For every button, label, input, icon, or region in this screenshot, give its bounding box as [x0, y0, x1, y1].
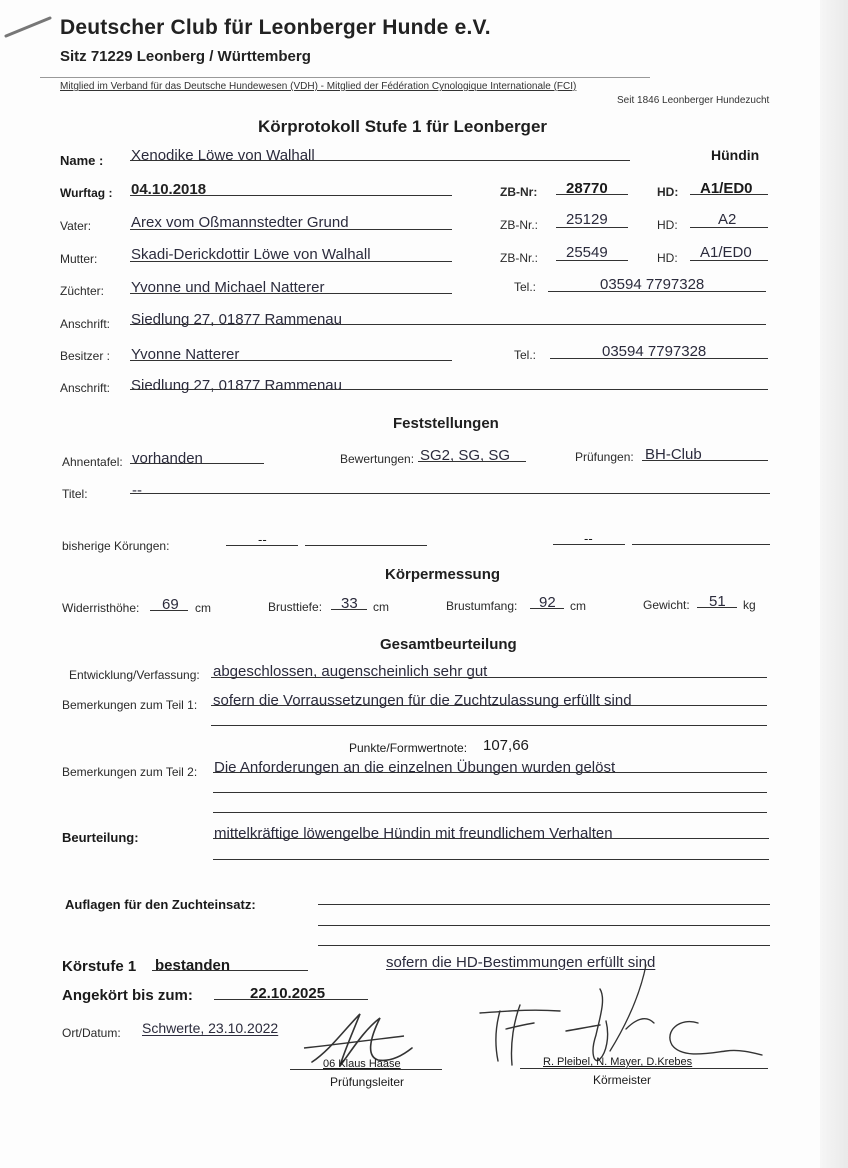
- points-value: 107,66: [483, 737, 529, 754]
- hd-line: [690, 194, 768, 195]
- since-line: Seit 1846 Leonberger Hundezucht: [617, 95, 770, 106]
- remarks2-line-3: [213, 812, 767, 813]
- pen-stroke-mark: [4, 14, 54, 40]
- weight-line: [697, 607, 737, 608]
- prev-label: bisherige Körungen:: [62, 539, 170, 553]
- mother-hd: A1/ED0: [700, 244, 752, 261]
- owner-addr-line: [130, 389, 768, 390]
- mother-name: Skadi-Derickdottir Löwe von Walhall: [131, 246, 371, 263]
- name-label: Name :: [60, 153, 104, 168]
- mother-hd-label: HD:: [657, 251, 678, 265]
- father-line: [130, 229, 452, 230]
- withers-unit: cm: [195, 601, 211, 615]
- place-label: Ort/Datum:: [62, 1026, 121, 1040]
- name-line: [130, 160, 630, 161]
- chest-depth-line: [331, 609, 367, 610]
- hd-value: A1/ED0: [700, 180, 753, 197]
- conditions-line-1: [318, 904, 770, 905]
- remarks2-label: Bemerkungen zum Teil 2:: [62, 765, 198, 779]
- mother-label: Mutter:: [60, 252, 98, 266]
- birth-label: Wurftag :: [60, 186, 113, 200]
- father-name: Arex vom Oßmannstedter Grund: [131, 214, 349, 231]
- chest-girth-value: 92: [539, 594, 556, 611]
- chest-girth-label: Brustumfang:: [446, 599, 518, 613]
- breeder-name: Yvonne und Michael Natterer: [131, 279, 325, 296]
- zb-label: ZB-Nr:: [500, 185, 538, 199]
- membership-line: Mitglied im Verband für das Deutsche Hundewesen (VDH) - Mitglied der Fédération Cynologique Internationale (FCI): [60, 81, 577, 92]
- titles-label: Titel:: [62, 487, 88, 501]
- zb-number: 28770: [566, 180, 608, 197]
- evaluation-line-2: [213, 859, 769, 860]
- owner-addr: Siedlung 27, 01877 Rammenau: [131, 377, 342, 394]
- breeder-line: [130, 293, 452, 294]
- remarks1-value: sofern die Vorraussetzungen für die Zuchtzulassung erfüllt sind: [213, 692, 632, 709]
- breeder-tel-line: [548, 291, 766, 292]
- development-line: [211, 677, 767, 678]
- exams-value: BH-Club: [645, 446, 702, 463]
- pedigree-value: vorhanden: [132, 450, 203, 467]
- titles-line: [130, 493, 770, 494]
- judge-role: Prüfungsleiter: [330, 1075, 405, 1089]
- ratings-line: [418, 461, 526, 462]
- masters-role: Körmeister: [593, 1073, 652, 1087]
- weight-label: Gewicht:: [643, 598, 690, 612]
- level-line: [152, 970, 308, 971]
- prev-line-2: [305, 545, 427, 546]
- remarks1-line-2: [211, 725, 767, 726]
- development-value: abgeschlossen, augenscheinlich sehr gut: [213, 663, 488, 680]
- masters-line: [520, 1068, 768, 1069]
- owner-addr-label: Anschrift:: [60, 381, 111, 395]
- father-hd-label: HD:: [657, 218, 678, 232]
- findings-heading: Feststellungen: [393, 415, 499, 432]
- remarks1-label: Bemerkungen zum Teil 1:: [62, 698, 198, 712]
- mother-zb-line: [556, 260, 628, 261]
- prev-line-1: [226, 545, 298, 546]
- owner-tel-line: [550, 358, 768, 359]
- chest-girth-unit: cm: [570, 599, 586, 613]
- father-hd-line: [690, 227, 768, 228]
- owner-label: Besitzer :: [60, 349, 111, 363]
- page-edge-shadow: [820, 0, 848, 1168]
- evaluation-label: Beurteilung:: [62, 830, 139, 845]
- breeder-addr-label: Anschrift:: [60, 317, 111, 331]
- remarks2-line-2: [213, 792, 767, 793]
- owner-name: Yvonne Natterer: [131, 346, 240, 363]
- weight-unit: kg: [743, 598, 756, 612]
- breeder-tel-label: Tel.:: [514, 280, 537, 294]
- mother-zb: 25549: [566, 244, 608, 261]
- father-label: Vater:: [60, 219, 92, 233]
- pedigree-label: Ahnentafel:: [62, 455, 123, 469]
- birth-line: [130, 195, 452, 196]
- breeder-addr: Siedlung 27, 01877 Rammenau: [131, 311, 342, 328]
- chest-depth-unit: cm: [373, 600, 389, 614]
- development-label: Entwicklung/Verfassung:: [69, 668, 200, 682]
- prev-line-3: [553, 544, 625, 545]
- exams-line: [642, 460, 768, 461]
- exams-label: Prüfungen:: [575, 450, 634, 464]
- club-seat: Sitz 71229 Leonberg / Württemberg: [60, 48, 311, 65]
- evaluation-value: mittelkräftige löwengelbe Hündin mit freundlichem Verhalten: [214, 825, 613, 842]
- zb-line: [556, 194, 628, 195]
- titles-value: --: [132, 482, 142, 499]
- birth-date: 04.10.2018: [131, 181, 207, 198]
- header-rule: [40, 77, 650, 78]
- conditions-line-3: [318, 945, 770, 946]
- breeder-addr-line: [130, 324, 766, 325]
- conditions-line-2: [318, 925, 770, 926]
- hd-label: HD:: [657, 185, 679, 199]
- evaluation-line-1: [213, 838, 769, 839]
- mother-line: [130, 261, 452, 262]
- remarks2-value: Die Anforderungen an die einzelnen Übungen wurden gelöst: [214, 759, 616, 776]
- ratings-label: Bewertungen:: [340, 452, 415, 466]
- chest-depth-label: Brusttiefe:: [268, 600, 323, 614]
- owner-tel: 03594 7797328: [602, 343, 707, 360]
- father-zb-label: ZB-Nr.:: [500, 218, 538, 232]
- prev-value-1: --: [258, 532, 267, 547]
- conditions-label: Auflagen für den Zuchteinsatz:: [65, 897, 256, 912]
- page-title: Körprotokoll Stufe 1 für Leonberger: [258, 117, 548, 136]
- father-zb-line: [556, 227, 628, 228]
- father-zb: 25129: [566, 211, 608, 228]
- chest-girth-line: [530, 608, 564, 609]
- owner-tel-label: Tel.:: [514, 348, 537, 362]
- pedigree-line: [130, 463, 264, 464]
- measurements-heading: Körpermessung: [385, 566, 501, 583]
- breeder-label: Züchter:: [60, 284, 105, 298]
- dog-sex: Hündin: [711, 147, 760, 163]
- level-value: bestanden: [155, 957, 231, 974]
- level-label: Körstufe 1: [62, 958, 137, 975]
- prev-value-2: --: [584, 531, 593, 546]
- level-condition: sofern die HD-Bestimmungen erfüllt sind: [386, 954, 656, 971]
- points-label: Punkte/Formwertnote:: [349, 741, 468, 755]
- judge-name: 06 Klaus Haase: [323, 1058, 401, 1070]
- until-value: 22.10.2025: [250, 985, 326, 1002]
- dog-name: Xenodike Löwe von Walhall: [131, 147, 315, 164]
- place-value: Schwerte, 23.10.2022: [142, 1020, 279, 1036]
- withers-label: Widerristhöhe:: [62, 601, 140, 615]
- remarks1-line-1: [211, 705, 767, 706]
- chest-depth-value: 33: [341, 595, 358, 612]
- mother-zb-label: ZB-Nr.:: [500, 251, 538, 265]
- withers-value: 69: [162, 596, 179, 613]
- remarks2-line-1: [213, 772, 767, 773]
- withers-line: [150, 610, 188, 611]
- until-label: Angekört bis zum:: [62, 987, 193, 1004]
- weight-value: 51: [709, 593, 726, 610]
- prev-line-4: [632, 544, 770, 545]
- assessment-heading: Gesamtbeurteilung: [380, 636, 517, 653]
- owner-line: [130, 360, 452, 361]
- mother-hd-line: [690, 260, 768, 261]
- father-hd: A2: [718, 211, 737, 228]
- club-name: Deutscher Club für Leonberger Hunde e.V.: [60, 16, 491, 39]
- masters-names: R. Pleibel, N. Mayer, D.Krebes: [543, 1056, 693, 1068]
- breeder-tel: 03594 7797328: [600, 276, 705, 293]
- ratings-value: SG2, SG, SG: [420, 447, 511, 464]
